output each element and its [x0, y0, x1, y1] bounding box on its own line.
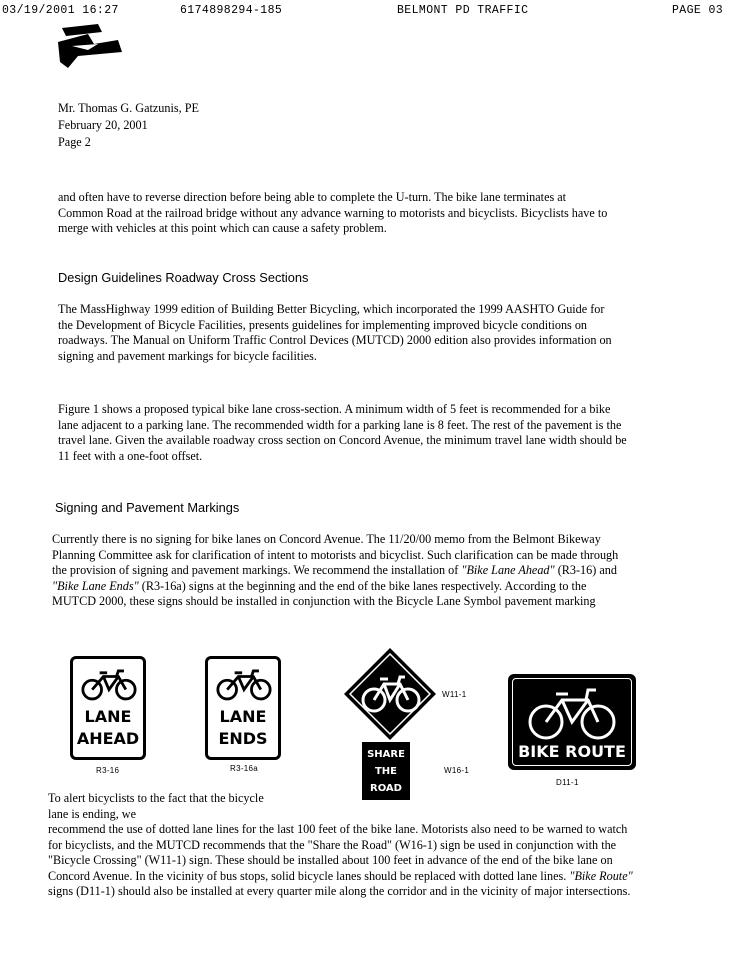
page-number: Page 2 — [58, 135, 91, 149]
alert-text-2: recommend the use of dotted lane lines for the last 100 feet of the bike lane. Motorists also need to be warned to watch for bicyclists, and the MUTCD recommends that the "Share the Road" (W16-1) sign be used in conjunction with the "Bicycle Crossing" (W11-1) sign. These should be installed about 100 feet in advance of the end of the bike lane on Concord Avenue. In the vicinity of bus stops, solid bicycle lanes should be replaced with dotted lane lines. — [48, 822, 628, 883]
guidelines-paragraph: The MassHighway 1999 edition of Building Better Bicycling, which incorporated the 1999 AASHTO Guide for the Development of Bicycle Facilities, presents guidelines for implementing improved bicycle conditions on roadways. The Manual on Uniform Traffic Control Devices (MUTCD) 2000 edition also provides information on signing and pavement markings for bicycle facilities. — [58, 302, 612, 363]
bike-lane-ahead-title: "Bike Lane Ahead" — [461, 563, 555, 578]
bike-route-code: D11-1 — [556, 778, 579, 787]
alert-paragraph — [48, 822, 633, 900]
signing-paragraph — [52, 532, 630, 610]
heading-signing: Signing and Pavement Markings — [55, 500, 240, 515]
bicycle-icon — [526, 684, 618, 742]
share-road-line2: THE — [374, 766, 398, 777]
intro-paragraph: and often have to reverse direction before being able to complete the U-turn. The bike lane terminates at Common Road at the railroad bridge without any advance warning to motorists and bicyclists. Bicyclists have to merge with vehicles at this point which can cause a safety problem. — [58, 190, 608, 236]
share-road-line3: ROAD — [370, 783, 402, 794]
bicycle-icon — [216, 665, 272, 703]
sign-lane-ahead — [70, 656, 146, 760]
bike-lane-ends-title: "Bike Lane Ends" — [52, 578, 139, 593]
alert-text-3: signs (D11-1) should also be installed at every quarter mile along the corridor and in the vicinity of major intersections. — [48, 884, 631, 899]
lane-ahead-code: R3-16 — [96, 766, 120, 775]
share-road-line1: SHARE — [367, 749, 405, 760]
share-road-code: W16-1 — [444, 766, 470, 775]
bike-route-title: "Bike Route" — [569, 868, 633, 883]
fax-page: PAGE 03 — [672, 4, 724, 17]
figure-paragraph: Figure 1 shows a proposed typical bike lane cross-section. A minimum width of 5 feet is recommended for a bike lane adjacent to a parking lane. The recommended width for a parking lane is 8 feet. The rest of the pavement is the travel lane. Given the available roadway cross section on Concord Avenue, the minimum travel lane width should be 11 feet with a one-foot offset. — [58, 402, 627, 463]
bike-route-text: BIKE ROUTE — [518, 742, 626, 761]
signing-text-3: (R3-16a) signs at the beginning and the end of the bike lanes respectively. According to the MUTCD 2000, these signs should be installed in conjunction with the Bicycle Lane Symbol pavement marking — [52, 578, 596, 609]
lane-ahead-line1: LANE — [84, 707, 132, 726]
lane-ends-code: R3-16a — [230, 764, 259, 773]
bicycle-crossing-code: W11-1 — [442, 690, 467, 699]
sign-bicycle-crossing — [342, 646, 438, 742]
fax-number: 6174898294-185 — [180, 4, 283, 17]
alert-paragraph-start: To alert bicyclists to the fact that the bicycle lane is ending, we — [48, 791, 264, 821]
letter-date: February 20, 2001 — [58, 118, 148, 132]
lane-ends-line1: LANE — [219, 707, 267, 726]
lane-ends-line2: ENDS — [218, 729, 268, 748]
fax-sender: BELMONT PD TRAFFIC — [397, 4, 529, 17]
bicycle-icon — [81, 665, 137, 703]
letterhead-logo — [58, 22, 124, 72]
signing-text-1: Currently there is no signing for bike lanes on Concord Avenue. The 11/20/00 memo from the Belmont Bikeway Planning Committee ask for clarification of intent to motorists and bicyclist. Such clarification can be made through the provision of signing and pavement markings. We recommend the installation of — [52, 532, 619, 578]
sign-bike-route — [508, 674, 636, 770]
sign-lane-ends — [205, 656, 281, 760]
fax-datetime: 03/19/2001 16:27 — [2, 4, 119, 17]
sign-share-the-road — [362, 742, 410, 800]
signing-text-2: (R3-16) and — [554, 563, 617, 578]
recipient-name: Mr. Thomas G. Gatzunis, PE — [58, 101, 199, 115]
lane-ahead-line2: AHEAD — [76, 729, 140, 748]
heading-design-guidelines: Design Guidelines Roadway Cross Sections — [58, 270, 309, 285]
